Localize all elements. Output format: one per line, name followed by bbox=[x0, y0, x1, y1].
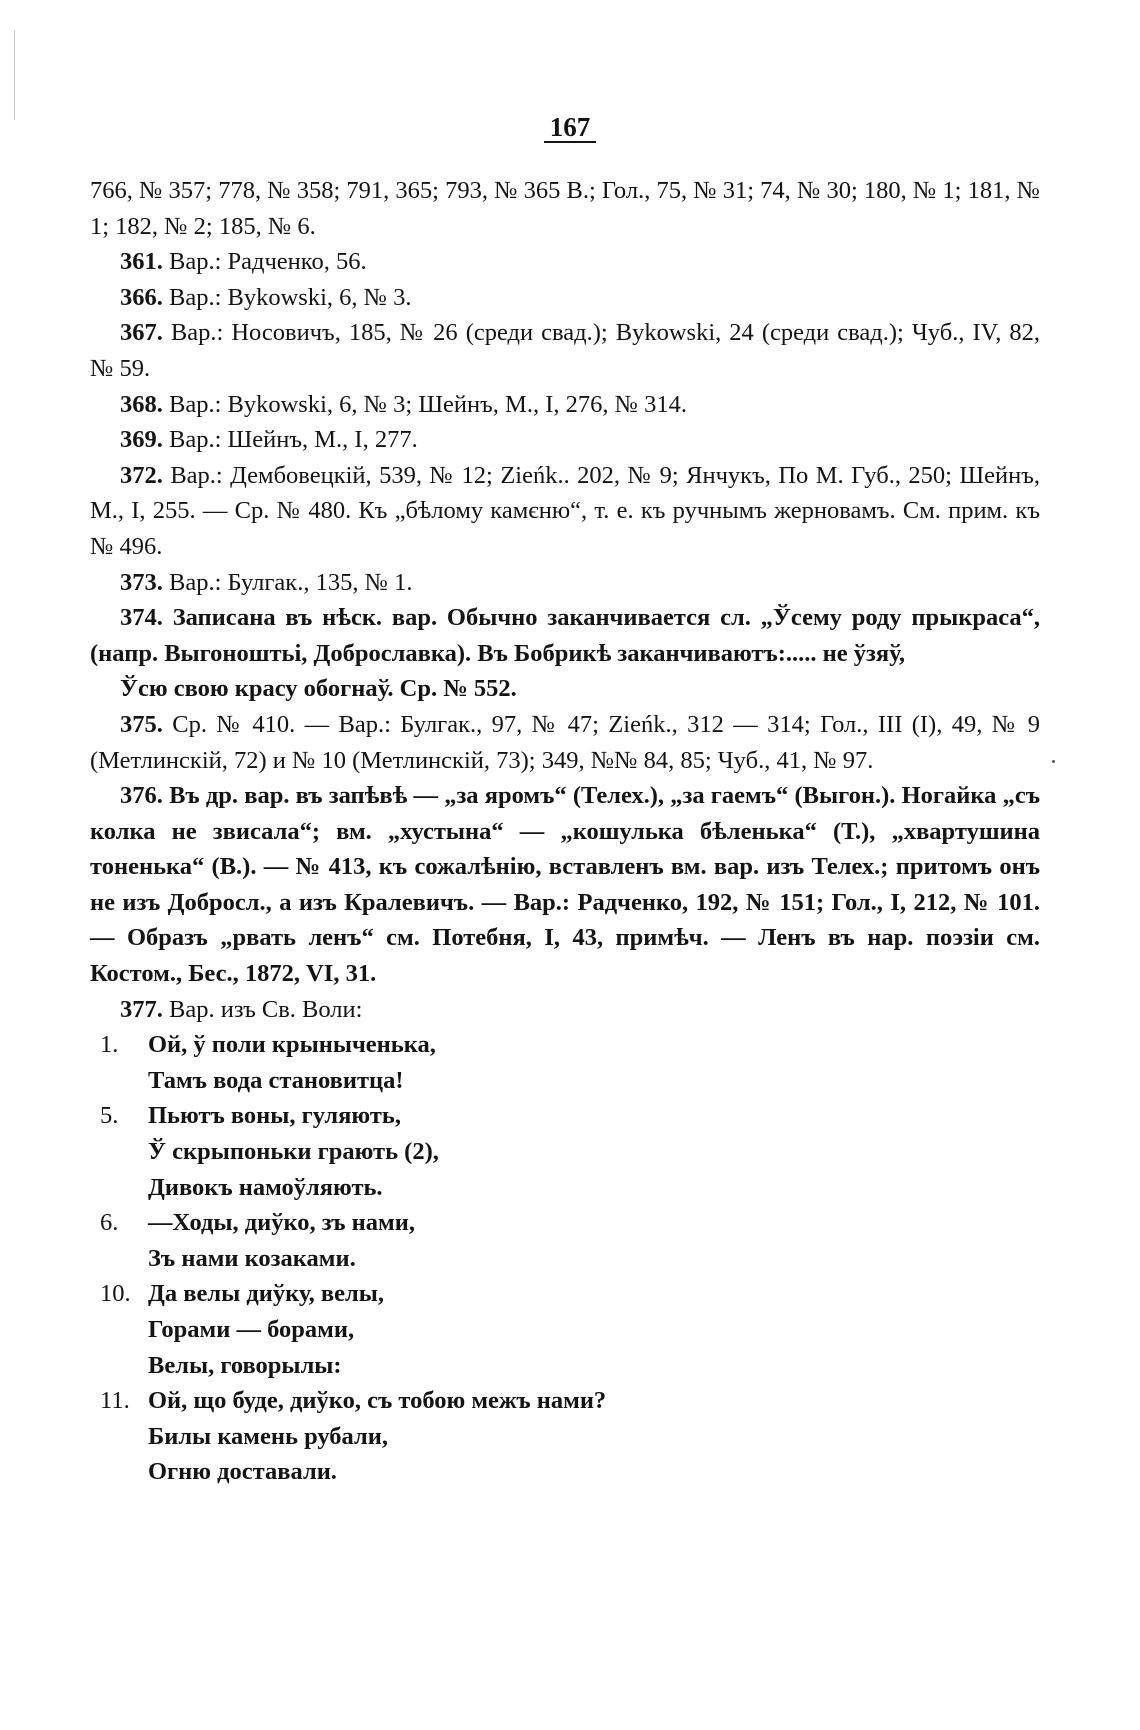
verse-line bbox=[100, 1134, 1040, 1170]
verse-line bbox=[100, 1063, 1040, 1099]
verse-number: 1. bbox=[100, 1031, 119, 1059]
entry-number: 367. bbox=[120, 319, 163, 347]
verse-stanza bbox=[100, 1098, 1040, 1205]
entry-text: Въ др. вар. въ запѣвѣ — „за яромъ“ (Телех.), „за гаемъ“ (Выгон.). Ногайка „съ колка не звисала“; вм. „хустына“ — „кошулька бѣленька“ (Т.), „хвартушина тоненька“ (В.). — № 413, къ сожалѣнію, вставленъ вм. вар. изъ Телех.; притомъ онъ не изъ Доброcл., а изъ Кралевичъ. — Вар.: Радченко, 192, № 151; Гол., I, 212, № 101. — Образъ „рвать ленъ“ см. Потебня, I, 43, примѣч. — Ленъ въ нар. поэзіи см. Костом., Бес., 1872, VI, 31. bbox=[90, 782, 1040, 988]
entry-375 bbox=[90, 707, 1040, 778]
entry-number: 366. bbox=[120, 283, 163, 311]
verse-text: Билы камень рубали, bbox=[148, 1422, 388, 1450]
entry-367 bbox=[90, 315, 1040, 386]
verse-line bbox=[100, 1276, 1040, 1312]
verse-text: Дивокъ намоўляють. bbox=[148, 1173, 383, 1201]
intro-line-1: 766, № 357; 778, № 358; 791, 365; 793, № 365 В.; Гол., 75, № 31; 74, bbox=[90, 177, 791, 204]
verse-stanza bbox=[100, 1383, 1040, 1490]
entry-text: Вар.: Шейнъ, М., I, 277. bbox=[169, 426, 418, 454]
verse-text: Ой, ў поли крыныченька, bbox=[148, 1031, 436, 1059]
entry-361 bbox=[90, 244, 1040, 280]
verse-text: Горами — борами, bbox=[148, 1316, 355, 1343]
verse-line bbox=[100, 1027, 1040, 1063]
intro-line-2: № 30; 180, № 1; 181, № 1; 182, № 2; 185, № 6. bbox=[90, 177, 1040, 240]
verse-stanza bbox=[100, 1027, 1040, 1098]
entry-369 bbox=[90, 422, 1040, 458]
verse-number: 6. bbox=[100, 1209, 119, 1237]
entry-text: Вар.: Bykowski, 6, № 3; Шейнъ, М., I, 276, № 314. bbox=[169, 390, 688, 418]
scan-edge-line bbox=[14, 30, 15, 120]
verse-line bbox=[100, 1454, 1040, 1490]
page-number bbox=[0, 112, 1140, 143]
entry-text: Вар.: Bykowski, 6, № 3. bbox=[169, 283, 412, 311]
intro-paragraph bbox=[90, 173, 1040, 244]
scan-speck bbox=[1052, 760, 1055, 763]
verse-line bbox=[100, 1312, 1040, 1348]
verse-text: Тамъ вода становитца! bbox=[148, 1066, 404, 1094]
entry-372 bbox=[90, 458, 1040, 565]
entry-376 bbox=[90, 778, 1040, 992]
entry-number: 374. bbox=[120, 604, 163, 632]
page-number-text: 167 bbox=[544, 113, 597, 143]
verse-text: Ой, що буде, диўко, съ тобою межъ нами? bbox=[148, 1387, 607, 1415]
entry-text: Записана въ нѣск. вар. Обычно заканчивается сл. „Ўсему роду прыкраса“, (напр. Выгоноштьі, Доброславка). Въ Бобрикѣ заканчиваютъ:..... не ўзяў, bbox=[90, 604, 1041, 667]
verse-line bbox=[100, 1348, 1040, 1384]
verse-text: Пьютъ воны, гуляють, bbox=[148, 1102, 401, 1130]
entry-number: 361. bbox=[120, 248, 163, 276]
entry-number: 375. bbox=[120, 710, 163, 738]
verse-text: —Ходы, диўко, зъ нами, bbox=[148, 1209, 415, 1237]
verse-line bbox=[100, 1170, 1040, 1206]
verse-line bbox=[100, 1383, 1040, 1419]
verse-text: Да велы диўку, велы, bbox=[148, 1280, 385, 1308]
verse-number: 11. bbox=[100, 1387, 130, 1415]
entry-text: Вар.: Дембовецкій, 539, № 12; Zieńk.. 202, № 9; Янчукъ, По М. Губ., 250; Шейнъ, М., I, 255. — Ср. № 480. Къ „бѣлому камєню“, т. е. къ ручнымъ жерновамъ. См. прим. къ № 496. bbox=[90, 461, 1040, 560]
entry-number: 373. bbox=[120, 568, 163, 596]
entry-374-quote bbox=[90, 671, 1040, 707]
verse-text: Ў скрыпоньки грають (2), bbox=[148, 1138, 439, 1166]
verse-block bbox=[90, 1027, 1040, 1490]
entry-text: Вар.: Радченко, 56. bbox=[169, 248, 367, 276]
verse-number: 10. bbox=[100, 1280, 131, 1308]
verse-number: 5. bbox=[100, 1102, 119, 1130]
verse-text: Огню доставали. bbox=[148, 1458, 337, 1486]
entry-374 bbox=[90, 600, 1040, 671]
entry-number: 377. bbox=[120, 995, 163, 1023]
entry-text: Вар.: Булгак., 135, № 1. bbox=[169, 568, 413, 596]
entry-373 bbox=[90, 565, 1040, 601]
entry-number: 376. bbox=[120, 782, 163, 810]
entry-text: Вар. изъ Св. Воли: bbox=[169, 995, 363, 1023]
verse-line bbox=[100, 1098, 1040, 1134]
entry-text: Ср. № 410. — Вар.: Булгак., 97, № 47; Zieńk., 312 — 314; Гол., III (I), 49, № 9 (Метлинскій, 72) и № 10 (Метлинскій, 73); 349, №№ 84, 85; Чуб., 41, № 97. bbox=[90, 710, 1040, 774]
verse-stanza bbox=[100, 1205, 1040, 1276]
quote-text: Ўсю свою красу обогнаў. Ср. № 552. bbox=[120, 675, 517, 703]
verse-line bbox=[100, 1419, 1040, 1455]
entry-number: 372. bbox=[120, 461, 163, 489]
entry-377 bbox=[90, 992, 1040, 1028]
verse-text: Зъ нами козаками. bbox=[148, 1244, 356, 1272]
verse-line bbox=[100, 1241, 1040, 1277]
verse-stanza bbox=[100, 1276, 1040, 1383]
entry-368 bbox=[90, 387, 1040, 423]
entry-number: 368. bbox=[120, 390, 163, 418]
verse-line bbox=[100, 1205, 1040, 1241]
entry-number: 369. bbox=[120, 426, 163, 454]
entry-366 bbox=[90, 280, 1040, 316]
page-body bbox=[90, 173, 1040, 1490]
entry-text: Вар.: Носовичъ, 185, № 26 (среди свад.); Bykowski, 24 (среди свад.); Чуб., IV, 82, № 59. bbox=[90, 319, 1040, 382]
verse-text: Велы, говорылы: bbox=[148, 1351, 342, 1379]
